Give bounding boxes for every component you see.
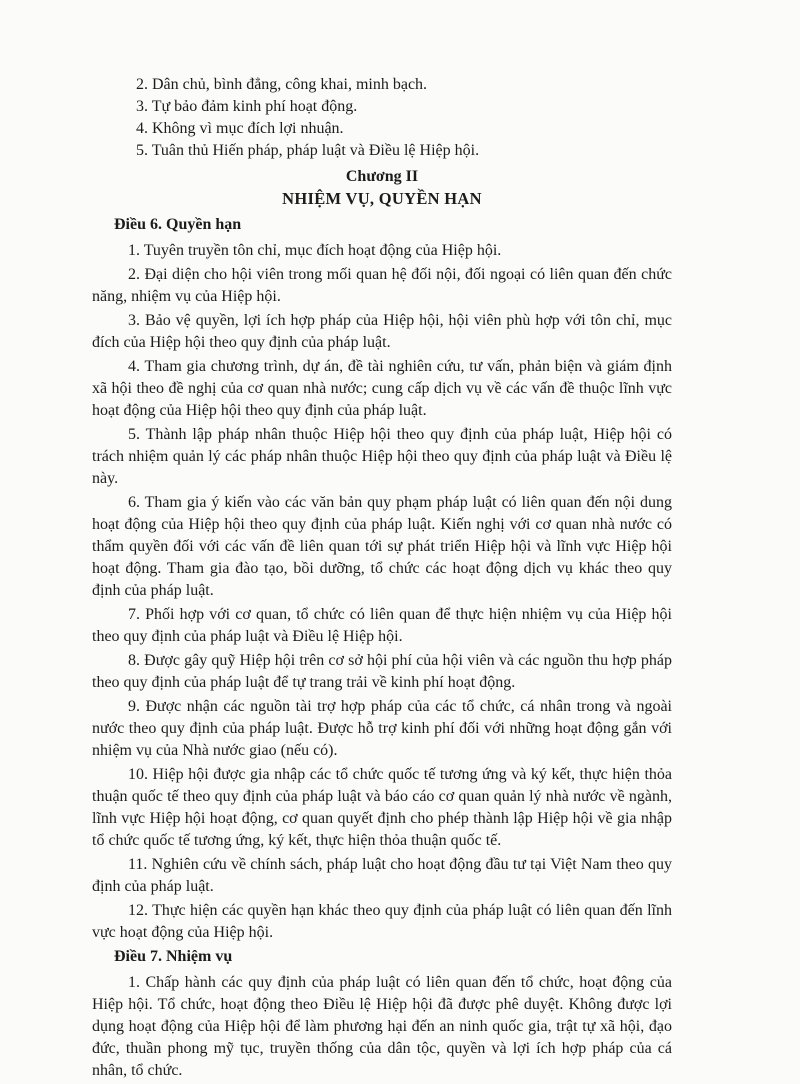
article-6-heading: Điều 6. Quyền hạn — [114, 216, 242, 233]
principle-item: 3. Tự bảo đảm kinh phí hoạt động. — [136, 98, 358, 115]
article-7-heading: Điều 7. Nhiệm vụ — [114, 948, 233, 965]
article-6-item: 12. Thực hiện các quyền hạn khác theo quy định của pháp luật có liên quan đến lĩnh vực hoạt động của Hiệp hội. — [92, 902, 672, 941]
article-6-item: 7. Phối hợp với cơ quan, tổ chức có liên quan để thực hiện nhiệm vụ của Hiệp hội theo quy định của pháp luật và Điều lệ Hiệp hội. — [92, 606, 672, 645]
article-6-item: 8. Được gây quỹ Hiệp hội trên cơ sở hội phí của hội viên và các nguồn thu hợp pháp theo quy định của pháp luật để tự trang trải về kinh phí hoạt động. — [92, 652, 672, 691]
article-6-item: 4. Tham gia chương trình, dự án, đề tài nghiên cứu, tư vấn, phản biện và giám định xã hội theo đề nghị của cơ quan nhà nước; cung cấp dịch vụ về các vấn đề thuộc lĩnh vực hoạt động của Hiệp hội theo quy định của pháp luật. — [92, 358, 672, 419]
article-6-item: 2. Đại diện cho hội viên trong mối quan hệ đối nội, đối ngoại có liên quan đến chức năng, nhiệm vụ của Hiệp hội. — [92, 266, 672, 305]
article-6-item: 6. Tham gia ý kiến vào các văn bản quy phạm pháp luật có liên quan đến nội dung hoạt động của Hiệp hội theo quy định của pháp luật. Kiến nghị với cơ quan nhà nước có thẩm quyền đối với các vấn đề liên quan tới sự phát triển Hiệp hội và lĩnh vực Hiệp hội hoạt động. Tham gia đào tạo, bồi dưỡng, tổ chức các hoạt động dịch vụ khác theo quy định của pháp luật. — [92, 494, 672, 599]
article-7-item: 1. Chấp hành các quy định của pháp luật có liên quan đến tổ chức, hoạt động của Hiệp hội. Tổ chức, hoạt động theo Điều lệ Hiệp hội đã được phê duyệt. Không được lợi dụng hoạt động của Hiệp hội để làm phương hại đến an ninh quốc gia, trật tự xã hội, đạo đức, thuần phong mỹ tục, truyền thống của dân tộc, quyền và lợi ích hợp pháp của cá nhân, tổ chức. — [92, 974, 672, 1079]
principle-item: 5. Tuân thủ Hiến pháp, pháp luật và Điều lệ Hiệp hội. — [136, 142, 480, 159]
article-6-item: 1. Tuyên truyền tôn chỉ, mục đích hoạt động của Hiệp hội. — [128, 242, 502, 259]
chapter-label: Chương II — [345, 168, 419, 185]
document-page — [92, 74, 672, 1084]
chapter-title: NHIỆM VỤ, QUYỀN HẠN — [282, 189, 482, 208]
article-6-item: 11. Nghiên cứu về chính sách, pháp luật cho hoạt động đầu tư tại Việt Nam theo quy định của pháp luật. — [92, 856, 672, 895]
article-6-item: 5. Thành lập pháp nhân thuộc Hiệp hội theo quy định của pháp luật, Hiệp hội có trách nhiệm quản lý các pháp nhân thuộc Hiệp hội theo quy định của pháp luật và Điều lệ này. — [92, 426, 672, 487]
article-6-item: 9. Được nhận các nguồn tài trợ hợp pháp của các tổ chức, cá nhân trong và ngoài nước theo quy định của pháp luật. Được hỗ trợ kinh phí đối với những hoạt động gắn với nhiệm vụ của Nhà nước giao (nếu có). — [92, 698, 672, 759]
article-6-item: 10. Hiệp hội được gia nhập các tổ chức quốc tế tương ứng và ký kết, thực hiện thỏa thuận quốc tế theo quy định của pháp luật và báo cáo cơ quan quản lý nhà nước về ngành, lĩnh vực Hiệp hội hoạt động, cơ quan quyết định cho phép thành lập Hiệp hội về gia nhập tổ chức quốc tế tương ứng, ký kết, thực hiện thỏa thuận quốc tế. — [92, 766, 672, 849]
article-6-item: 3. Bảo vệ quyền, lợi ích hợp pháp của Hiệp hội, hội viên phù hợp với tôn chỉ, mục đích của Hiệp hội theo quy định của pháp luật. — [92, 312, 672, 351]
principle-item: 2. Dân chủ, bình đẳng, công khai, minh bạch. — [136, 76, 428, 93]
principle-item: 4. Không vì mục đích lợi nhuận. — [136, 120, 344, 137]
